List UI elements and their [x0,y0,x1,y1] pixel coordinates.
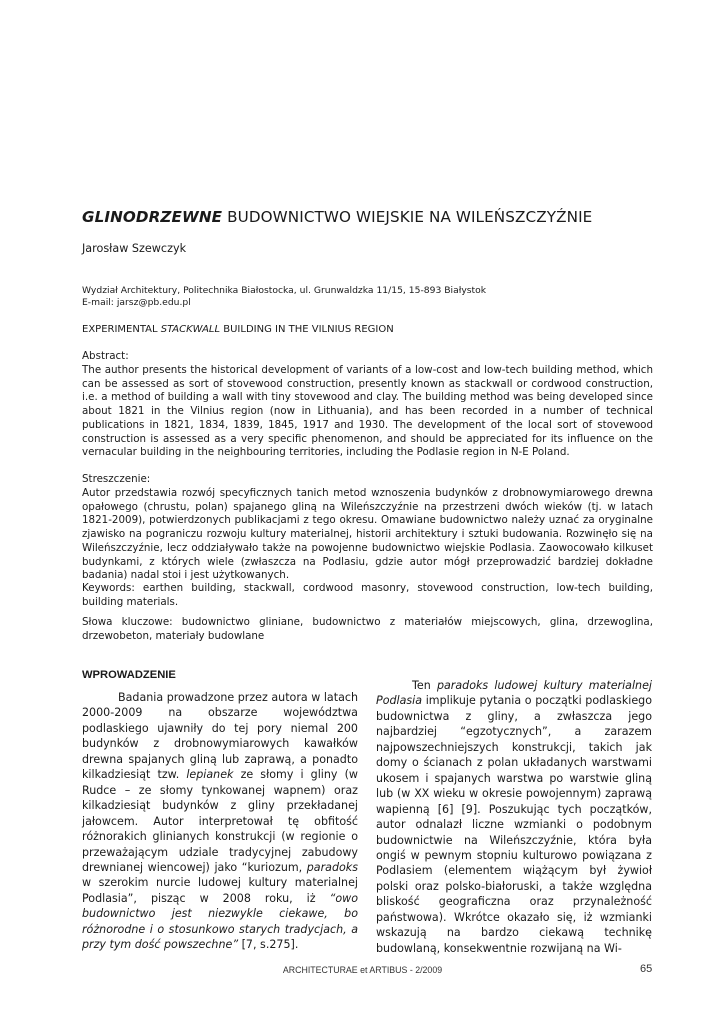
english-title-part1: EXPERIMENTAL [82,324,161,335]
keywords: Keywords: earthen building, stackwall, cordwood masonry, stovewood construction, low-tech building, building materials. [82,582,653,608]
journal-footer: ARCHITECTURAE et ARTIBUS - 2/2009 [282,965,443,975]
text-italic: paradoks ludowej kultury materialnej Podlasia [376,679,652,708]
text-italic: lepianek [186,768,234,782]
affiliation-email: E-mail: jarsz@pb.edu.pl [82,297,191,308]
abstract-text: The author presents the historical development of variants of a low-cost and low-tech building method, which can be assessed as sort of stovewood construction, presently known as stackwall or cordwood construction, i.e. a method of building a wall with tiny stovewood and clay. The building method was being developed since about 1821 in the Vilnius region (now in Lithuania), and has been recorded in a number of technical publications in 1821, 1834, 1839, 1845, 1917 and 1930. The development of the local sort of stovewood construction is assessed as a very specific phenomenon, and should be appreciated for its influence on the vernacular building in the neighbouring territories, including the Podlasie region in N-E Poland. [82,364,653,459]
streszczenie-text: Autor przedstawia rozwój specyficznych tanich metod wznoszenia budynków z drobnowymiarowego drewna opałowego (chrustu, polan) spajanego gliną na Wileńszczyźnie na przestrzeni dwóch wieków (tj. w latach 1821-2009), potwierdzonych publikacjami z tego okresu. Omawiane budownictwo należy uznać za oryginalne zjawisko na pograniczu rozwoju kultury materialnej, historii architektury i sztuki budowania. Rozwinęło się na Wileńszczyźnie, lecz oddziaływało także na powojenne budownictwo wiejskie Podlasia. Zaowocowało kilkuset budynkami, z których wiele (zwłaszcza na Podlasiu, gdzie autor mógł przeprowadzić bardziej dokładne badania) nadal stoi i jest użytkowanych. [82,487,653,582]
english-title-part2: BUILDING IN THE VILNIUS REGION [220,324,394,335]
text-run: ze słomy i gliny (w Rudce – ze słomy tynkowanej wapnem) oraz kilkadziesiąt budynków z gliny przekładanej jałowcem. Autor interpretował tę obfitość różnorakich glinianych konstrukcji (w regionie o przeważającym udziale tradycyjnej zabudowy drewnianej wiencowej) jako “kuriozum, [82,768,358,874]
abstract-heading: Abstract: [82,350,129,362]
english-title [82,324,394,335]
body-column-right [376,678,652,956]
title-emphasis: GLINODRZEWNE [82,208,223,226]
title-rest: BUDOWNICTWO WIEJSKIE NA WILEŃSZCZYŹNIE [222,208,593,226]
page-number: 65 [640,963,653,975]
affiliation [82,285,486,309]
section-heading: WPROWADZENIE [82,669,176,681]
text-run: implikuje pytania o początki podlaskiego budownictwa z gliny, a zwłaszcza jego najbardziej “egzotycznych”, a zarazem najpowszechniejszych konstrukcji, takich jak domy o ścianach z polan układanych warstwami ukosem i spajanych warstwa po warstwie gliną lub (w XX wieku w okresie powojennym) zaprawą wapienną [6] [9]. Poszukując tych początków, autor odnalazł liczne wzmianki o podobnym budownictwie na Wileńszczyźnie, która była ongiś w pewnym stopniu kulturowo powiązana z Podlasiem (elementem wiążącym był żywioł polski oraz polsko-białoruski, a także względna bliskość geograficzna oraz przynależność państwowa). Wkrótce okazało się, iż wzmianki wskazują na bardzo ciekawą technikę budowlaną, konsekwentnie rozwijaną na Wi- [376,694,652,955]
text-italic: paradoks [306,860,358,874]
text-run: Ten [412,679,437,692]
text-run: [7, s.275]. [238,938,299,952]
affiliation-address: Wydział Architektury, Politechnika Białostocka, ul. Grunwaldzka 11/15, 15-893 Białystok [82,285,487,296]
streszczenie-heading: Streszczenie: [82,473,151,485]
text-italic: “owo budownictwo jest niezwykle ciekawe, bo różnorodne i o stosunkowo starych tradycjach, a przy tym dość powszechne” [82,891,358,952]
body-column-left [82,690,358,953]
author-name: Jarosław Szewczyk [82,242,187,255]
text-run: Badania prowadzone przez autora w latach 2000-2009 na obszarze województwa podlaskiego ujawniły do tej pory niemal 200 budynków z drobnowymiarowych kawałków drewna spajanych gliną lub zaprawą, a ponadto kilkadziesiąt tzw. [82,691,358,782]
paper-title [82,208,682,226]
paragraph [376,678,652,956]
english-title-emphasis: STACKWALL [160,324,221,335]
paragraph [82,690,358,953]
text-run: w szerokim nurcie ludowej kultury materialnej Podlasia”, pisząc w 2008 roku, iż [82,876,358,905]
slowa-kluczowe: Słowa kluczowe: budownictwo gliniane, budownictwo z materiałów miejscowych, glina, drzewoglina, drzewobeton, materiały budowlane [82,616,653,642]
